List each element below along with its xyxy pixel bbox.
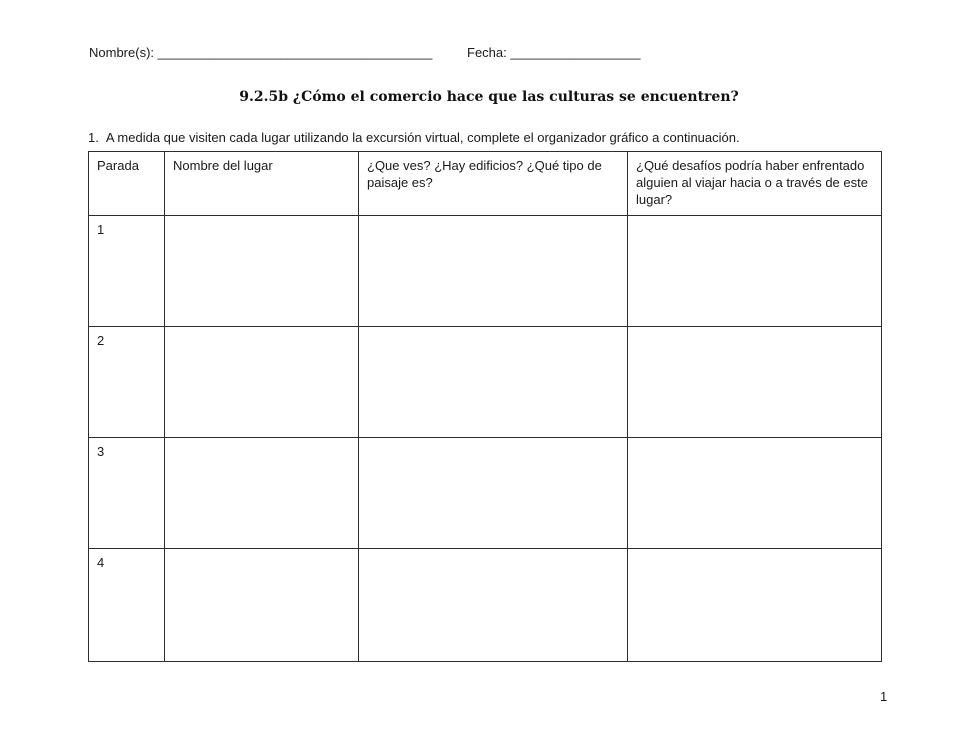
name-label: Nombre(s):	[89, 45, 155, 60]
cell-que-ves-3[interactable]	[359, 437, 628, 548]
cell-desafios-1[interactable]	[628, 215, 882, 326]
name-blank-line[interactable]: ______________________________________	[157, 45, 433, 60]
header-parada: Parada	[89, 152, 165, 216]
name-group	[89, 45, 432, 60]
cell-que-ves-4[interactable]	[359, 548, 628, 661]
cell-nombre-2[interactable]	[165, 326, 359, 437]
date-group	[467, 45, 641, 60]
cell-desafios-4[interactable]	[628, 548, 882, 661]
date-blank-line[interactable]: __________________	[510, 45, 641, 60]
table-row	[89, 548, 882, 661]
header-desafios: ¿Qué desafíos podría haber enfrentado alguien al viajar hacia o a través de este lugar?	[628, 152, 882, 216]
instruction	[88, 130, 740, 145]
header-nombre-del-lugar: Nombre del lugar	[165, 152, 359, 216]
cell-nombre-4[interactable]	[165, 548, 359, 661]
cell-parada-4: 4	[89, 548, 165, 661]
date-label: Fecha:	[467, 45, 507, 60]
instruction-number: 1.	[88, 130, 99, 145]
cell-nombre-1[interactable]	[165, 215, 359, 326]
cell-desafios-3[interactable]	[628, 437, 882, 548]
instruction-text: A medida que visiten cada lugar utilizando la excursión virtual, complete el organizador gráfico a continuación.	[105, 130, 740, 145]
table-row	[89, 437, 882, 548]
table-row	[89, 326, 882, 437]
header-que-ves: ¿Que ves? ¿Hay edificios? ¿Qué tipo de paisaje es?	[359, 152, 628, 216]
page-number: 1	[880, 689, 888, 704]
graphic-organizer-table	[88, 151, 882, 662]
page-title: 9.2.5b ¿Cómo el comercio hace que las culturas se encuentren?	[239, 89, 739, 105]
cell-parada-1: 1	[89, 215, 165, 326]
table-row	[89, 215, 882, 326]
table-header-row	[89, 152, 882, 216]
cell-desafios-2[interactable]	[628, 326, 882, 437]
cell-parada-3: 3	[89, 437, 165, 548]
cell-que-ves-2[interactable]	[359, 326, 628, 437]
cell-nombre-3[interactable]	[165, 437, 359, 548]
cell-parada-2: 2	[89, 326, 165, 437]
cell-que-ves-1[interactable]	[359, 215, 628, 326]
